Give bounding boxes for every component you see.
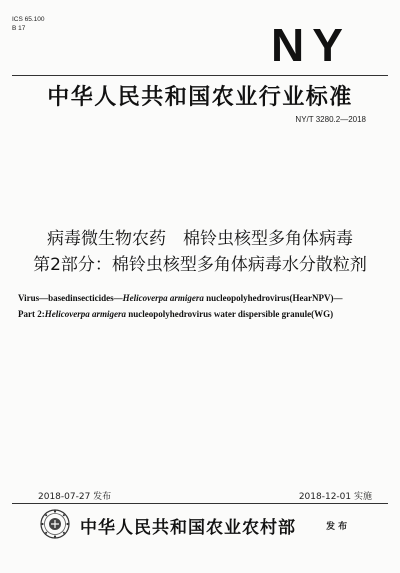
- ccs-code: B 17: [12, 25, 26, 32]
- english-title-part-4: nucleopolyhedrovirus water dispersible granule(WG): [125, 309, 334, 319]
- issue-date: 2018-07-27 发布: [38, 492, 112, 502]
- english-title-part-2: nucleopolyhedrovirus(HearNPV)—: [203, 293, 343, 303]
- chinese-title-line-2: 第2部分：棉铃虫核型多角体病毒水分散粒剂: [33, 255, 367, 275]
- ics-code: ICS 65.100: [12, 16, 45, 23]
- publisher-suffix: 发 布: [326, 522, 348, 532]
- english-title-part-3: Part 2:: [18, 309, 45, 319]
- english-title-part-1: Virus—basedinsecticides—: [18, 293, 123, 303]
- english-title-italic-2: Helicoverpa armigera: [44, 309, 126, 319]
- implementation-date: 2018-12-01 实施: [298, 492, 372, 502]
- english-title-line-2: [18, 306, 382, 322]
- bottom-divider: [12, 503, 388, 504]
- english-title-italic-1: Helicoverpa armigera: [122, 293, 204, 303]
- english-title: [18, 290, 382, 322]
- publisher-name: 中华人民共和国农业农村部: [80, 518, 296, 538]
- top-divider: [12, 75, 388, 76]
- chinese-title: [0, 226, 400, 278]
- ny-logo: NY: [271, 19, 351, 71]
- standard-number: NY/T 3280.2—2018: [295, 115, 366, 124]
- standard-category-title: 中华人民共和国农业行业标准: [47, 85, 353, 110]
- classification-codes: [12, 15, 45, 33]
- chinese-title-line-1: 病毒微生物农药 棉铃虫核型多角体病毒: [47, 229, 353, 249]
- english-title-line-1: [18, 290, 382, 306]
- ministry-seal-icon: [40, 509, 70, 539]
